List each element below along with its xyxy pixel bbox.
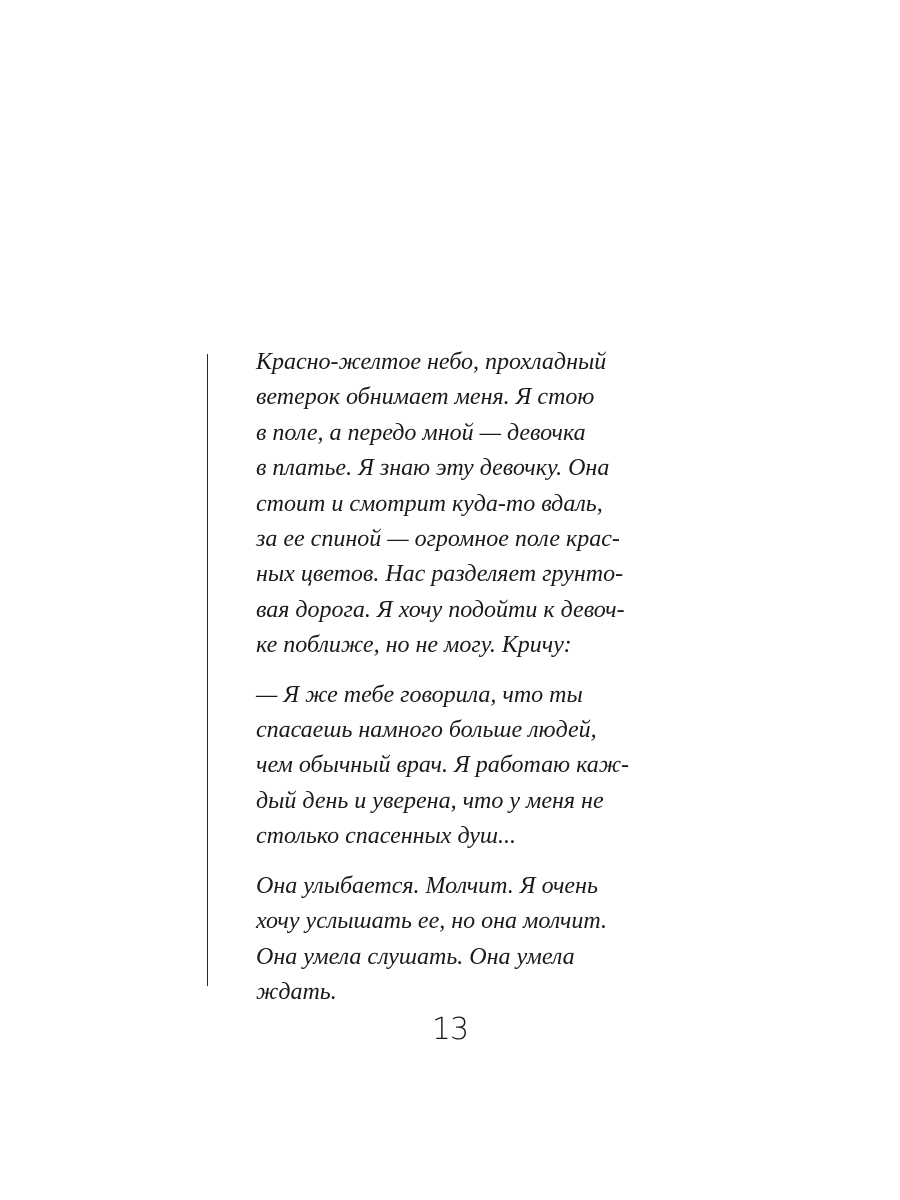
text-line: хочу услышать ее, но она молчит. — [256, 908, 607, 935]
text-line: ветерок обнимает меня. Я стою — [256, 384, 595, 411]
text-line: столько спасенных душ... — [256, 823, 517, 850]
text-line: чем обычный врач. Я работаю каж- — [256, 752, 630, 779]
text-line: в поле, а передо мной — девочка — [256, 419, 586, 446]
paragraph-1 — [256, 345, 676, 664]
text-line: вая дорога. Я хочу подойти к девоч- — [256, 596, 625, 623]
text-line: ных цветов. Нас разделяет грунто- — [256, 561, 624, 588]
text-line: ке поближе, но не могу. Кричу: — [256, 632, 572, 659]
text-line: — Я же тебе говорила, что ты — [256, 681, 583, 708]
text-line: Она умела слушать. Она умела — [256, 943, 575, 970]
text-line: ждать. — [256, 978, 337, 1005]
paragraph-3 — [256, 869, 676, 1011]
paragraph-2 — [256, 678, 676, 855]
page-number: 13 — [431, 1012, 469, 1047]
text-line: за ее спиной — огромное поле крас- — [256, 526, 620, 553]
text-line: спасаешь намного больше людей, — [256, 717, 597, 744]
body-text — [256, 345, 676, 1010]
margin-rule — [207, 354, 208, 986]
text-line: Красно-желтое небо, прохладный — [256, 349, 607, 375]
text-line: в платье. Я знаю эту девочку. Она — [256, 455, 610, 482]
text-line: стоит и смотрит куда-то вдаль, — [256, 490, 603, 517]
text-line: дый день и уверена, что у меня не — [256, 787, 604, 814]
text-line: Она улыбается. Молчит. Я очень — [256, 872, 598, 899]
